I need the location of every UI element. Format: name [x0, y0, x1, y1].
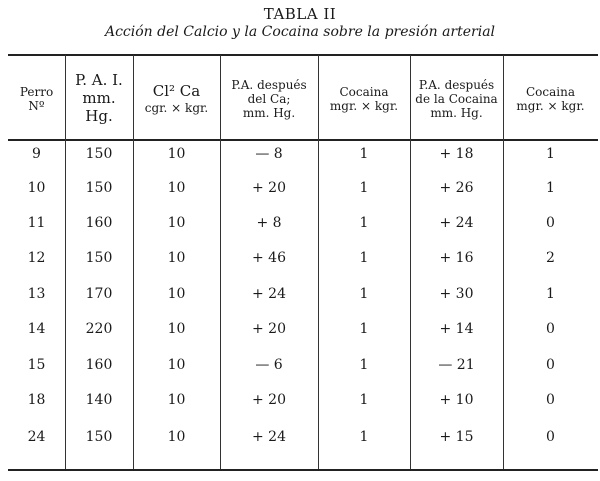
- table-row: [0, 390, 600, 410]
- cell-perro: 24: [27, 429, 46, 445]
- table-row: [0, 178, 600, 198]
- cell-clca: 10: [167, 250, 186, 266]
- cell-pa-cocaina: + 18: [439, 146, 474, 162]
- cell-pa-cocaina: + 26: [439, 180, 474, 196]
- header-line: de la Cocaina: [415, 91, 498, 106]
- cell-pa-ca: — 6: [255, 357, 283, 373]
- cell-pai: 150: [85, 180, 113, 196]
- cell-pa-ca: + 46: [252, 250, 286, 266]
- cell-pai: 150: [85, 250, 113, 266]
- cell-cocaina-2: 1: [546, 146, 555, 162]
- cell-pai: 170: [85, 286, 113, 302]
- cell-pa-ca: + 8: [256, 215, 282, 231]
- header-line: Nº: [28, 99, 45, 113]
- header-line: del Ca;: [247, 91, 291, 106]
- header-line: P.A. después: [418, 77, 495, 92]
- cell-clca: 10: [167, 321, 186, 337]
- cell-cocaina-2: 0: [546, 392, 555, 408]
- cell-pa-ca: — 8: [255, 146, 283, 162]
- cell-perro: 13: [27, 286, 46, 302]
- table-row: [0, 319, 600, 339]
- cell-cocaina-1: 1: [359, 429, 369, 445]
- table-row: [0, 284, 600, 304]
- header-line: P.A. después: [231, 77, 307, 92]
- cell-pa-ca: + 20: [252, 392, 286, 408]
- cell-perro: 18: [27, 392, 46, 408]
- cell-cocaina-2: 1: [546, 180, 555, 196]
- header-line: cgr. × kgr.: [144, 100, 209, 115]
- cell-cocaina-2: 0: [546, 321, 555, 337]
- cell-pai: 150: [85, 146, 113, 162]
- header-cocaina-1: [318, 62, 410, 136]
- header-perro: [8, 62, 65, 136]
- header-line: Cocaina: [525, 84, 575, 99]
- cell-cocaina-1: 1: [359, 215, 369, 231]
- header-line: Cocaina: [339, 84, 389, 99]
- cell-cocaina-2: 0: [546, 215, 555, 231]
- cell-pa-cocaina: — 21: [438, 357, 475, 373]
- cell-cocaina-1: 1: [359, 357, 369, 373]
- cell-perro: 14: [27, 321, 46, 337]
- cell-pa-cocaina: + 14: [439, 321, 474, 337]
- table-row: [0, 213, 600, 233]
- cell-cocaina-2: 0: [546, 357, 555, 373]
- header-line: mm. Hg.: [430, 106, 483, 121]
- cell-cocaina-1: 1: [359, 392, 369, 408]
- top-rule: [8, 54, 598, 56]
- cell-pa-cocaina: + 10: [439, 392, 474, 408]
- cell-pa-ca: + 24: [252, 286, 286, 302]
- table-row: [0, 144, 600, 164]
- header-line: Hg.: [85, 106, 113, 125]
- table-subtitle: Acción del Calcio y la Cocaina sobre la presión arterial: [104, 24, 496, 40]
- cell-pai: 140: [85, 392, 113, 408]
- cell-clca: 10: [167, 286, 186, 302]
- header-line: mm. Hg.: [242, 106, 296, 121]
- cell-pa-ca: + 20: [252, 321, 286, 337]
- cell-cocaina-1: 1: [359, 286, 369, 302]
- table-row: [0, 355, 600, 375]
- cell-pa-cocaina: + 15: [439, 429, 474, 445]
- header-line: mm.: [82, 89, 116, 108]
- cell-pai: 150: [85, 429, 113, 445]
- cell-clca: 10: [167, 180, 186, 196]
- cell-cocaina-1: 1: [359, 180, 369, 196]
- cell-perro: 12: [27, 250, 46, 266]
- cell-pai: 160: [85, 215, 113, 231]
- cell-pa-ca: + 24: [252, 429, 286, 445]
- cell-clca: 10: [167, 392, 186, 408]
- cell-cocaina-1: 1: [359, 321, 369, 337]
- header-line: P. A. I.: [75, 71, 123, 90]
- cell-cocaina-1: 1: [359, 146, 369, 162]
- cell-pa-cocaina: + 24: [439, 215, 474, 231]
- cell-clca: 10: [167, 146, 186, 162]
- cell-pa-cocaina: + 30: [439, 286, 474, 302]
- cell-pai: 160: [85, 357, 113, 373]
- header-pa-cocaina: [410, 62, 503, 136]
- header-pa-ca: [220, 62, 318, 136]
- table-row: [0, 248, 600, 268]
- cell-perro: 9: [32, 146, 41, 162]
- cell-cocaina-2: 1: [546, 286, 555, 302]
- cell-pa-cocaina: + 16: [439, 250, 474, 266]
- bottom-rule: [8, 469, 598, 471]
- cell-perro: 15: [27, 357, 46, 373]
- header-clca: [133, 62, 220, 136]
- cell-perro: 11: [27, 215, 46, 231]
- header-line: Perro: [19, 84, 54, 99]
- header-line: Cl² Ca: [152, 82, 201, 101]
- header-line: mgr. × kgr.: [516, 99, 585, 113]
- cell-clca: 10: [167, 357, 186, 373]
- cell-cocaina-2: 2: [546, 250, 555, 266]
- header-rule: [8, 139, 598, 141]
- cell-pai: 220: [85, 321, 113, 337]
- table-row: [0, 427, 600, 447]
- cell-cocaina-2: 0: [546, 429, 555, 445]
- header-pai: [65, 62, 133, 136]
- cell-pa-ca: + 20: [252, 180, 286, 196]
- cell-cocaina-1: 1: [359, 250, 369, 266]
- cell-clca: 10: [167, 429, 186, 445]
- cell-perro: 10: [27, 180, 46, 196]
- header-cocaina-2: [503, 62, 598, 136]
- table-title: TABLA II: [263, 5, 337, 23]
- cell-clca: 10: [167, 215, 186, 231]
- header-line: mgr. × kgr.: [329, 99, 399, 113]
